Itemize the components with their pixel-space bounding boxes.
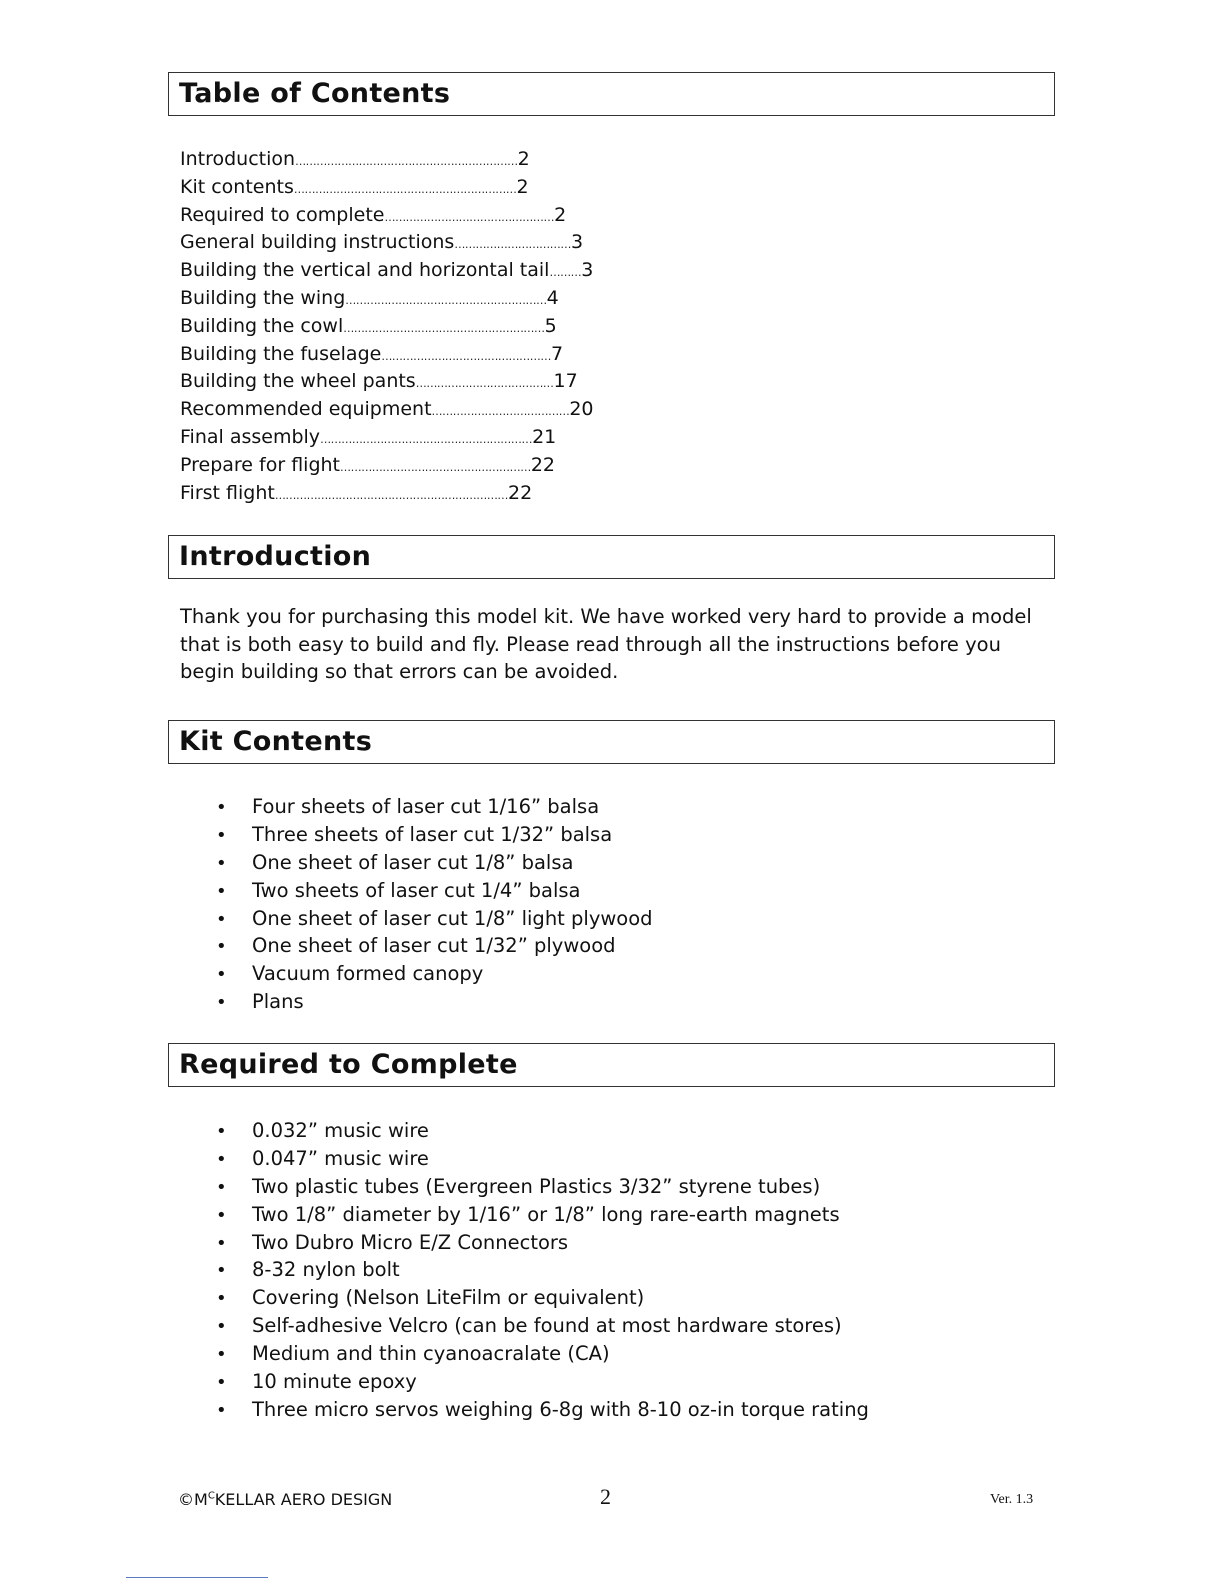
list-item-text: Two plastic tubes (Evergreen Plastics 3/32” styrene tubes) <box>252 1174 821 1198</box>
toc-entry-leader: ……………………………………………… <box>340 460 531 474</box>
list-item <box>216 793 653 821</box>
toc-entry-label: Prepare for flight <box>180 453 340 476</box>
list-item-text: Two 1/8” diameter by 1/16” or 1/8” long rare-earth magnets <box>252 1202 840 1226</box>
toc-entry-page: 4 <box>546 286 559 309</box>
toc-entry-page: 22 <box>508 481 533 504</box>
list-item <box>216 1201 869 1229</box>
toc-entry <box>180 424 620 452</box>
toc-entry <box>180 452 620 480</box>
toc-list <box>180 146 620 507</box>
bullet-icon: • <box>216 1372 227 1394</box>
toc-entry <box>180 174 620 202</box>
introduction-paragraph: Thank you for purchasing this model kit. We have worked very hard to provide a model that is both easy to build and fly. Please read through all the instructions before you begin building so that errors can be avoided. <box>180 605 1032 683</box>
list-item <box>216 821 653 849</box>
list-item-text: One sheet of laser cut 1/8” light plywood <box>252 906 653 930</box>
list-item <box>216 1396 869 1424</box>
toc-entry-label: Kit contents <box>180 175 294 198</box>
toc-entry-label: Recommended equipment <box>180 398 432 421</box>
required-title: Required to Complete <box>179 1049 518 1080</box>
bullet-icon: • <box>216 1121 227 1142</box>
list-item <box>216 1145 869 1173</box>
toc-entry <box>180 229 620 257</box>
bullet-icon: • <box>216 1288 227 1310</box>
list-item-text: Two Dubro Micro E/Z Connectors <box>252 1230 569 1254</box>
bullet-icon: • <box>216 1260 227 1282</box>
list-item <box>216 1117 869 1145</box>
toc-entry <box>180 313 620 341</box>
list-item-text: Covering (Nelson LiteFilm or equivalent) <box>252 1286 645 1310</box>
toc-entry <box>180 257 620 285</box>
kit-contents-list <box>216 793 653 1016</box>
bullet-icon: • <box>216 992 227 1014</box>
toc-entry <box>180 480 620 508</box>
list-item <box>216 1340 869 1368</box>
toc-entry-page: 7 <box>550 342 564 365</box>
copyright-superscript: C <box>207 1490 215 1502</box>
bullet-icon: • <box>216 852 227 874</box>
bullet-icon: • <box>216 797 227 818</box>
toc-entry-page: 3 <box>581 259 594 282</box>
toc-entry-page: 17 <box>553 370 578 393</box>
toc-title: Table of Contents <box>179 78 451 109</box>
bottom-divider <box>126 1577 268 1578</box>
toc-entry-leader: ……………………………………………………… <box>295 155 518 168</box>
list-item-text: One sheet of laser cut 1/32” plywood <box>252 934 616 958</box>
bullet-icon: • <box>216 824 227 846</box>
kit-contents-header-box <box>168 720 1055 764</box>
toc-entry-label: Required to complete <box>180 203 385 226</box>
toc-entry-page: 5 <box>544 314 557 337</box>
toc-entry-leader: ………………………………… <box>415 377 554 391</box>
introduction-header-box <box>168 535 1055 579</box>
list-item <box>216 1173 869 1201</box>
toc-entry <box>180 396 620 424</box>
page-number: 2 <box>600 1484 611 1509</box>
toc-entry-leader: ………………………………………………………… <box>274 488 509 502</box>
required-list <box>216 1117 869 1424</box>
toc-entry-label: First flight <box>180 481 275 504</box>
toc-entry <box>180 202 620 230</box>
list-item-text: Three sheets of laser cut 1/32” balsa <box>252 822 613 846</box>
list-item <box>216 905 653 933</box>
list-item-text: Vacuum formed canopy <box>252 962 484 986</box>
list-item-text: Medium and thin cyanoacralate (CA) <box>252 1342 610 1366</box>
list-item <box>216 1229 869 1257</box>
toc-entry-label: General building instructions <box>180 231 455 254</box>
list-item-text: Plans <box>252 990 304 1014</box>
toc-entry-label: Building the cowl <box>180 314 344 337</box>
toc-entry-leader: ………………………………… <box>431 405 570 419</box>
toc-entry <box>180 368 620 396</box>
list-item <box>216 1368 869 1396</box>
copyright-name: KELLAR AERO DESIGN <box>214 1490 393 1509</box>
list-item-text: 10 minute epoxy <box>252 1370 417 1394</box>
bullet-icon: • <box>216 908 227 930</box>
bullet-icon: • <box>216 1316 227 1338</box>
bullet-icon: • <box>216 1204 227 1226</box>
bullet-icon: • <box>216 1399 227 1421</box>
toc-entry-leader: ………………………………………………… <box>343 321 545 335</box>
bullet-icon: • <box>216 964 227 986</box>
toc-entry-label: Building the fuselage <box>180 342 382 365</box>
toc-entry-leader: ………………………………………… <box>384 210 555 224</box>
toc-entry-label: Building the wing <box>180 286 346 309</box>
introduction-title: Introduction <box>179 541 372 572</box>
toc-entry-page: 2 <box>516 175 529 198</box>
kit-contents-title: Kit Contents <box>179 726 373 757</box>
version-label: Ver. 1.3 <box>990 1492 1034 1507</box>
toc-entry-leader: …………………………………………………… <box>320 432 533 446</box>
list-item-text: Three micro servos weighing 6-8g with 8-10 oz-in torque rating <box>252 1397 869 1421</box>
list-item <box>216 1284 869 1312</box>
toc-entry-label: Introduction <box>180 148 296 170</box>
required-header-box <box>168 1043 1055 1087</box>
toc-entry-leader: ……… <box>549 266 582 280</box>
toc-entry-page: 2 <box>517 148 530 170</box>
list-item-text: One sheet of laser cut 1/8” balsa <box>252 850 574 874</box>
list-item-text: Self-adhesive Velcro (can be found at most hardware stores) <box>252 1314 842 1338</box>
bullet-icon: • <box>216 1232 227 1254</box>
toc-entry-label: Building the vertical and horizontal tail <box>180 259 550 282</box>
toc-entry-label: Building the wheel pants <box>180 370 416 393</box>
bullet-icon: • <box>216 1176 227 1198</box>
list-item-text: Two sheets of laser cut 1/4” balsa <box>252 878 581 902</box>
toc-entry <box>180 285 620 313</box>
copyright-prefix: ©M <box>178 1490 208 1509</box>
toc-entry-leader: …………………………… <box>454 238 571 252</box>
bullet-icon: • <box>216 880 227 902</box>
list-item <box>216 1312 869 1340</box>
toc-entry-leader: ………………………………………………… <box>345 293 547 307</box>
list-item <box>216 960 653 988</box>
list-item-text: 8-32 nylon bolt <box>252 1258 400 1282</box>
toc-entry-page: 3 <box>570 231 584 254</box>
list-item <box>216 988 653 1016</box>
toc-header-box <box>168 72 1055 116</box>
list-item <box>216 932 653 960</box>
bullet-icon: • <box>216 936 227 958</box>
toc-entry <box>180 341 620 369</box>
toc-entry <box>180 146 620 174</box>
toc-entry-label: Final assembly <box>180 425 321 448</box>
bullet-icon: • <box>216 1344 227 1366</box>
toc-entry-page: 22 <box>530 453 555 476</box>
list-item <box>216 849 653 877</box>
list-item <box>216 1256 869 1284</box>
toc-entry-leader: ………………………………………… <box>381 349 551 363</box>
toc-entry-page: 20 <box>569 398 594 421</box>
toc-entry-leader: ……………………………………………………… <box>293 182 517 196</box>
list-item-text: Four sheets of laser cut 1/16” balsa <box>252 795 600 818</box>
toc-entry-page: 2 <box>554 203 567 226</box>
toc-entry-page: 21 <box>532 425 557 448</box>
list-item <box>216 877 653 905</box>
bullet-icon: • <box>216 1148 227 1170</box>
list-item-text: 0.032” music wire <box>252 1119 429 1142</box>
footer-copyright <box>178 1490 392 1509</box>
list-item-text: 0.047” music wire <box>252 1146 429 1170</box>
